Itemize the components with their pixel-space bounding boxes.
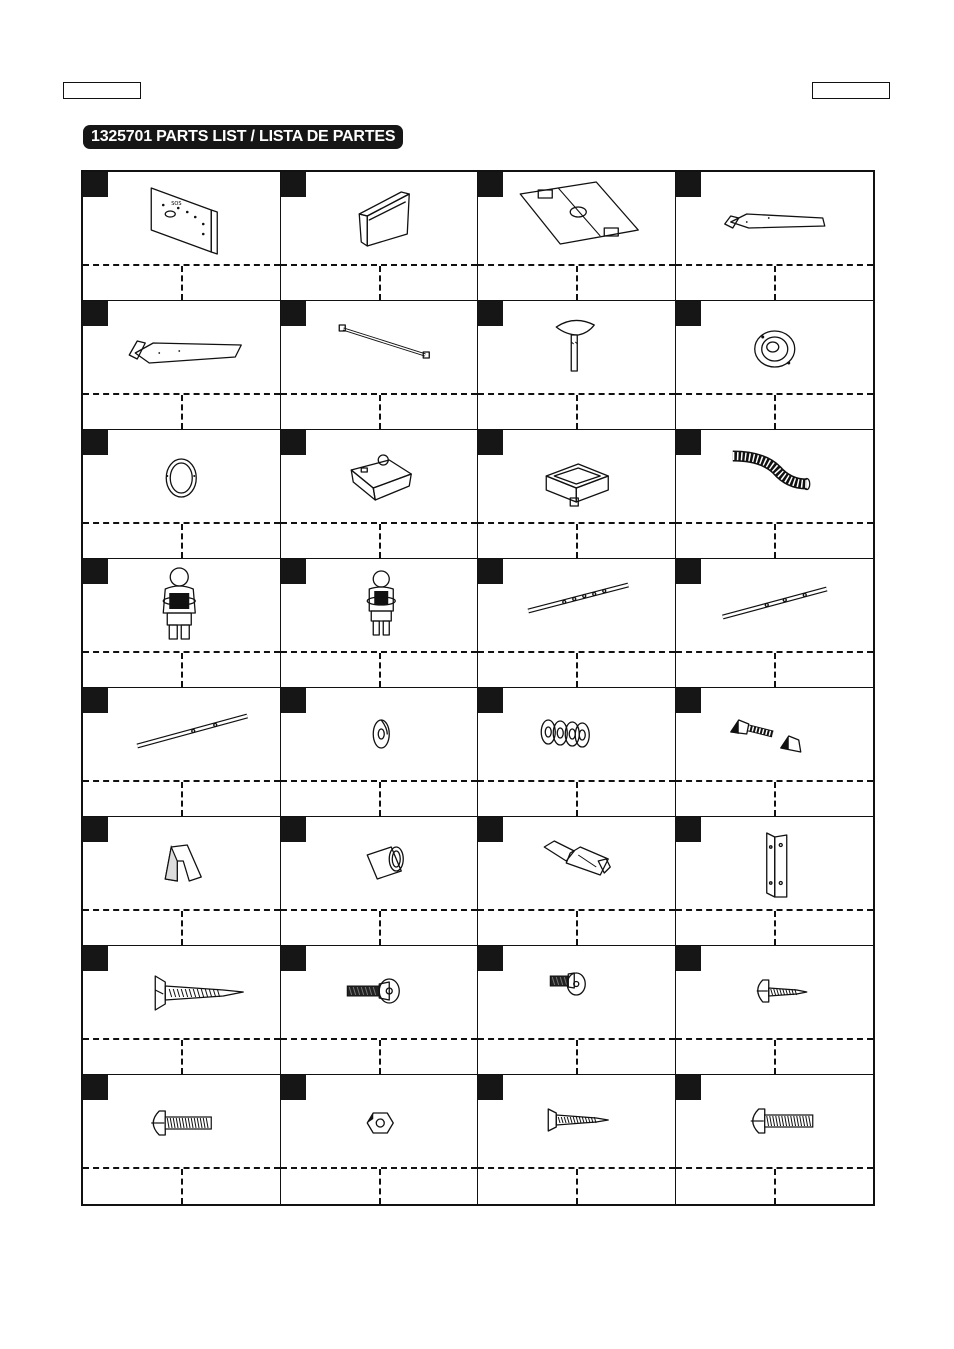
part-divider-vertical — [181, 782, 183, 816]
part-divider-vertical — [379, 524, 381, 558]
part-divider-vertical — [774, 1169, 776, 1204]
machine-bolt-icon — [83, 1075, 280, 1167]
part-quantity-slot — [482, 1171, 572, 1199]
ball-return-icon — [478, 430, 675, 522]
part-cell — [83, 688, 281, 817]
part-divider-vertical — [576, 1040, 578, 1074]
part-quantity-slot — [284, 397, 374, 425]
part-code-slot — [778, 526, 869, 554]
part-cell — [676, 430, 874, 559]
part-cell — [676, 559, 874, 688]
part-divider-vertical — [379, 1040, 381, 1074]
part-quantity-slot — [284, 1171, 374, 1199]
round-head-screw-icon — [676, 946, 874, 1038]
part-divider-vertical — [576, 653, 578, 687]
part-cell — [281, 817, 479, 946]
part-cell — [281, 559, 479, 688]
part-cell — [478, 688, 676, 817]
part-code-slot — [778, 913, 869, 941]
player-figure-small-icon — [281, 559, 478, 651]
part-code-slot — [580, 397, 670, 425]
part-code-slot — [185, 397, 275, 425]
part-cell — [478, 1075, 676, 1204]
part-divider-vertical — [181, 653, 183, 687]
cross-bar-icon — [281, 301, 478, 393]
part-code-slot — [580, 268, 670, 296]
part-cell — [676, 688, 874, 817]
page-title: 1325701 PARTS LIST / LISTA DE PARTES — [83, 125, 403, 149]
part-divider-vertical — [379, 266, 381, 300]
part-quantity-slot — [284, 913, 374, 941]
part-divider-vertical — [774, 1040, 776, 1074]
part-quantity-slot — [284, 268, 374, 296]
part-divider-vertical — [181, 1040, 183, 1074]
part-cell — [83, 559, 281, 688]
part-divider-vertical — [774, 395, 776, 429]
part-quantity-slot — [87, 1042, 177, 1070]
part-code-slot — [383, 913, 473, 941]
part-code-slot — [185, 268, 275, 296]
part-divider-vertical — [774, 911, 776, 945]
hex-nut-icon — [281, 1075, 478, 1167]
part-cell — [83, 301, 281, 430]
part-quantity-slot — [284, 526, 374, 554]
part-cell — [281, 688, 479, 817]
pan-head-bolt-icon — [676, 1075, 874, 1167]
part-quantity-slot — [482, 784, 572, 812]
flat-head-screw-icon — [83, 946, 280, 1038]
part-code-slot — [580, 784, 670, 812]
part-cell — [676, 946, 874, 1075]
part-divider-vertical — [774, 653, 776, 687]
part-quantity-slot — [284, 655, 374, 683]
goal-box-icon — [281, 172, 478, 264]
bumper-stack-icon — [478, 688, 675, 780]
part-quantity-slot — [679, 1042, 770, 1070]
part-cell — [83, 172, 281, 301]
long-leg-icon — [83, 301, 280, 393]
spring-hose-icon — [676, 430, 874, 522]
part-quantity-slot — [482, 913, 572, 941]
part-quantity-slot — [679, 526, 770, 554]
part-code-slot — [580, 655, 670, 683]
part-quantity-slot — [87, 913, 177, 941]
part-divider-vertical — [576, 266, 578, 300]
part-quantity-slot — [284, 1042, 374, 1070]
part-divider-vertical — [576, 911, 578, 945]
part-cell — [676, 301, 874, 430]
part-code-slot — [185, 655, 275, 683]
part-quantity-slot — [87, 784, 177, 812]
part-divider-vertical — [379, 395, 381, 429]
part-quantity-slot — [87, 268, 177, 296]
part-quantity-slot — [284, 784, 374, 812]
part-quantity-slot — [482, 1042, 572, 1070]
part-code-slot — [383, 655, 473, 683]
part-divider-vertical — [379, 911, 381, 945]
part-code-slot — [580, 1042, 670, 1070]
part-code-slot — [185, 913, 275, 941]
part-divider-vertical — [576, 395, 578, 429]
part-quantity-slot — [482, 655, 572, 683]
page-number-box-left — [63, 82, 141, 99]
part-code-slot — [580, 913, 670, 941]
part-divider-vertical — [774, 266, 776, 300]
part-code-slot — [185, 526, 275, 554]
part-quantity-slot — [87, 397, 177, 425]
part-code-slot — [778, 1171, 869, 1199]
part-code-slot — [778, 784, 869, 812]
long-bolt-icon — [281, 946, 478, 1038]
part-code-slot — [383, 1171, 473, 1199]
part-divider-vertical — [379, 1169, 381, 1204]
part-code-slot — [185, 784, 275, 812]
part-quantity-slot — [679, 784, 770, 812]
part-quantity-slot — [87, 655, 177, 683]
handle-grip-icon — [478, 817, 675, 909]
part-cell — [281, 430, 479, 559]
part-cell — [281, 946, 479, 1075]
part-cell — [83, 430, 281, 559]
part-quantity-slot — [482, 526, 572, 554]
part-code-slot — [778, 268, 869, 296]
part-cell — [478, 559, 676, 688]
part-divider-vertical — [774, 782, 776, 816]
part-cell — [676, 172, 874, 301]
part-cell — [676, 1075, 874, 1204]
part-divider-vertical — [181, 524, 183, 558]
part-cell — [478, 817, 676, 946]
leveler-knob-icon — [478, 301, 675, 393]
part-divider-vertical — [379, 653, 381, 687]
part-divider-vertical — [379, 782, 381, 816]
part-cell — [281, 301, 479, 430]
part-code-slot — [383, 526, 473, 554]
score-counter-icon — [676, 688, 874, 780]
player-figure-icon — [83, 559, 280, 651]
score-marker-icon — [83, 817, 280, 909]
part-code-slot — [383, 397, 473, 425]
part-quantity-slot — [482, 268, 572, 296]
part-quantity-slot — [87, 1171, 177, 1199]
part-code-slot — [580, 526, 670, 554]
part-code-slot — [185, 1171, 275, 1199]
l-bracket-icon — [676, 817, 874, 909]
part-code-slot — [383, 268, 473, 296]
part-quantity-slot — [679, 655, 770, 683]
end-panel-icon — [83, 172, 280, 264]
part-divider-vertical — [576, 782, 578, 816]
end-cap-icon — [281, 817, 478, 909]
part-quantity-slot — [679, 397, 770, 425]
part-cell — [478, 172, 676, 301]
short-leg-icon — [676, 172, 874, 264]
part-divider-vertical — [181, 1169, 183, 1204]
part-cell — [83, 817, 281, 946]
bearing-icon — [676, 301, 874, 393]
part-code-slot — [383, 1042, 473, 1070]
part-divider-vertical — [181, 395, 183, 429]
part-code-slot — [185, 1042, 275, 1070]
rod-three-holes-icon — [676, 559, 874, 651]
part-code-slot — [383, 784, 473, 812]
washer-icon — [281, 688, 478, 780]
score-tray-icon — [281, 430, 478, 522]
part-divider-vertical — [774, 524, 776, 558]
rod-five-holes-icon — [478, 559, 675, 651]
ring-icon — [83, 430, 280, 522]
part-cell — [478, 430, 676, 559]
part-code-slot — [580, 1171, 670, 1199]
playfield-icon — [478, 172, 675, 264]
part-cell — [478, 301, 676, 430]
rod-two-holes-icon — [83, 688, 280, 780]
part-divider-vertical — [576, 1169, 578, 1204]
part-quantity-slot — [482, 397, 572, 425]
part-divider-vertical — [181, 911, 183, 945]
part-divider-vertical — [181, 266, 183, 300]
part-cell — [281, 1075, 479, 1204]
part-divider-vertical — [576, 524, 578, 558]
svg-text:SOS: SOS — [171, 201, 182, 207]
part-quantity-slot — [679, 1171, 770, 1199]
short-bolt-icon — [478, 946, 675, 1038]
wood-screw-icon — [478, 1075, 675, 1167]
part-quantity-slot — [87, 526, 177, 554]
part-cell — [281, 172, 479, 301]
part-code-slot — [778, 655, 869, 683]
part-cell — [478, 946, 676, 1075]
part-code-slot — [778, 1042, 869, 1070]
page-number-box-right — [812, 82, 890, 99]
part-cell — [83, 946, 281, 1075]
parts-grid — [81, 170, 875, 1206]
part-code-slot — [778, 397, 869, 425]
part-cell — [83, 1075, 281, 1204]
part-quantity-slot — [679, 913, 770, 941]
part-quantity-slot — [679, 268, 770, 296]
part-cell — [676, 817, 874, 946]
